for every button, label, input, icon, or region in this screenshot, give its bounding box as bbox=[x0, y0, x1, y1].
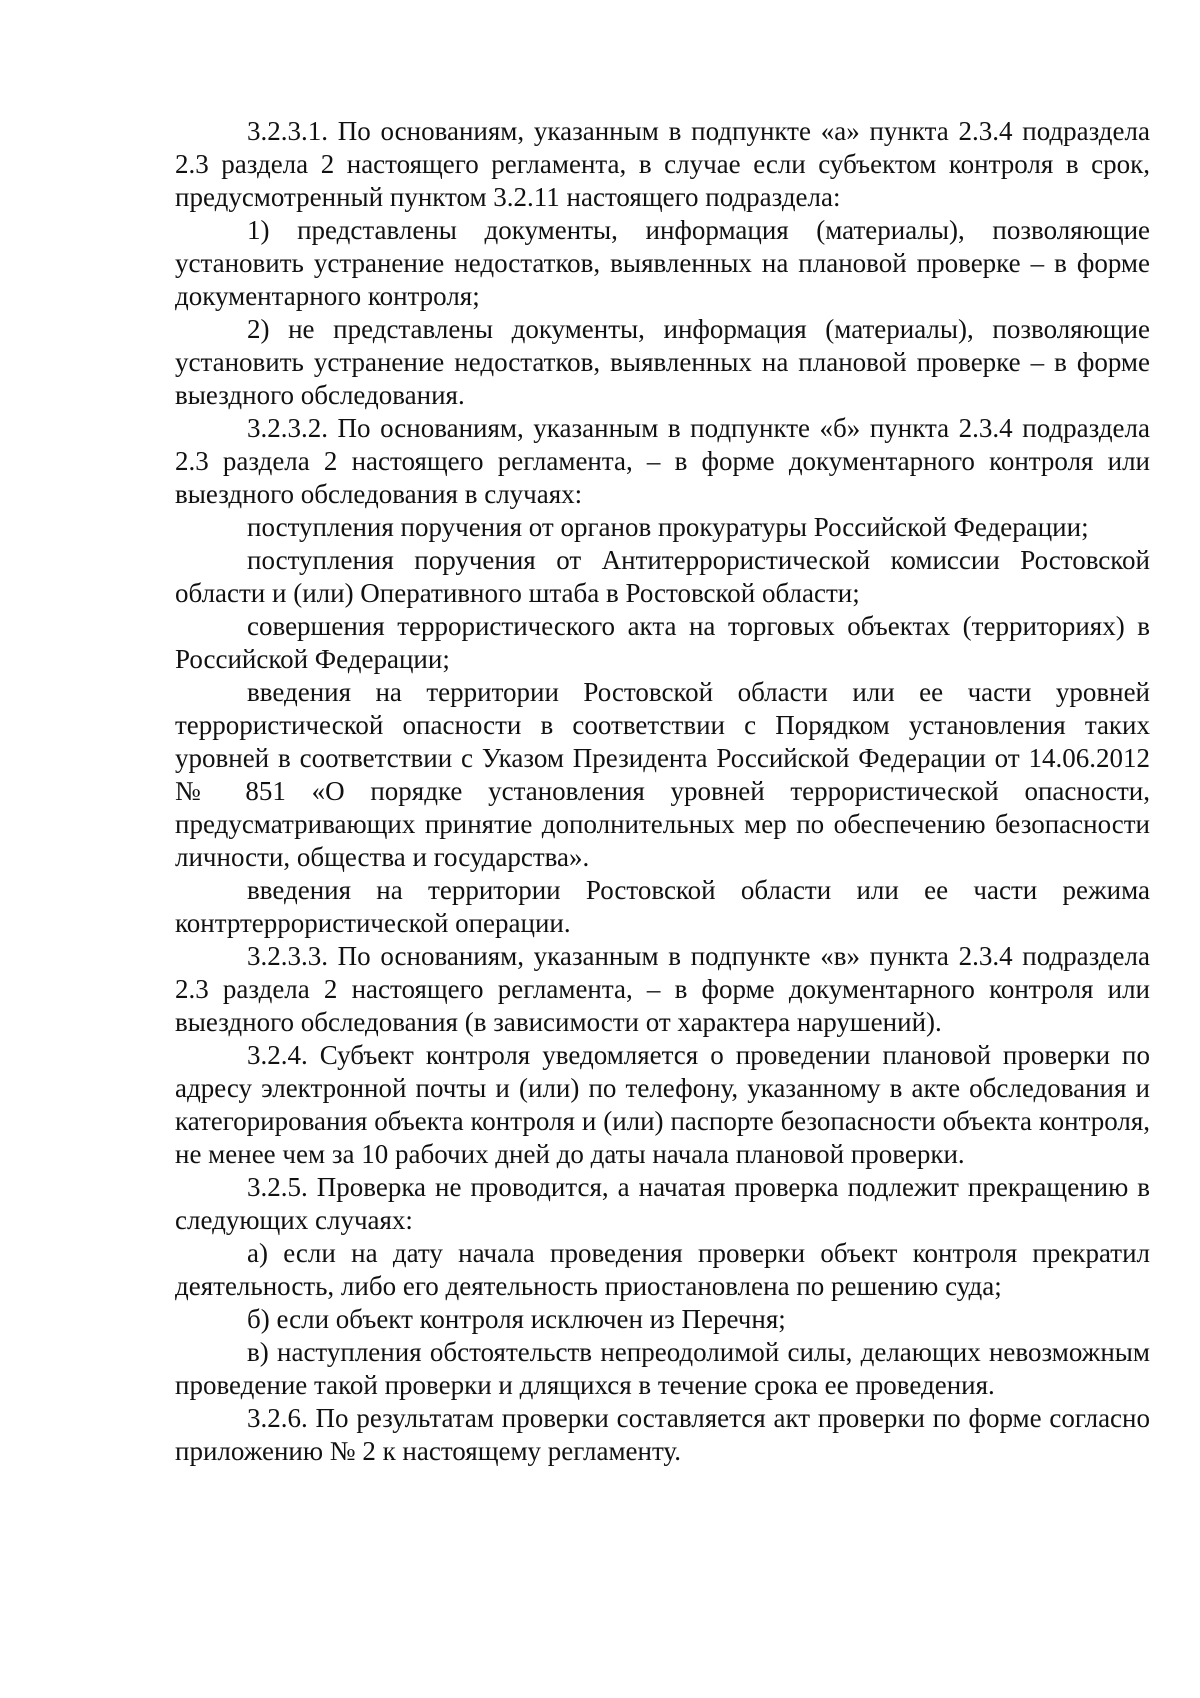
paragraph-3-2-6: 3.2.6. По результатам проверки составляется акт проверки по форме согласно приложению № 2 к настоящему регламенту. bbox=[175, 1403, 1150, 1466]
paragraph-3-2-3-3: 3.2.3.3. По основаниям, указанным в подпункте «в» пункта 2.3.4 подраздела 2.3 раздела 2 настоящего регламента, – в форме документарного контроля или выездного обследования (в зависимости от характера нарушений). bbox=[175, 941, 1150, 1037]
case-terrorist-act: совершения террористического акта на торговых объектах (территориях) в Российской Федерации; bbox=[175, 611, 1150, 674]
case-a: а) если на дату начала проведения проверки объект контроля прекратил деятельность, либо его деятельность приостановлена по решению суда; bbox=[175, 1238, 1150, 1301]
paragraph-3-2-4: 3.2.4. Субъект контроля уведомляется о проведении плановой проверки по адресу электронной почты и (или) по телефону, указанному в акте обследования и категорирования объекта контроля и (или) паспорте безопасности объекта контроля, не менее чем за 10 рабочих дней до даты начала плановой проверки. bbox=[175, 1040, 1150, 1169]
paragraph-3-2-3-2: 3.2.3.2. По основаниям, указанным в подпункте «б» пункта 2.3.4 подраздела 2.3 раздела 2 настоящего регламента, – в форме документарного контроля или выездного обследования в случаях: bbox=[175, 413, 1150, 509]
list-item-1: 1) представлены документы, информация (материалы), позволяющие установить устранение недостатков, выявленных на плановой проверке – в форме документарного контроля; bbox=[175, 215, 1150, 311]
case-antiterror-commission: поступления поручения от Антитеррористической комиссии Ростовской области и (или) Оперативного штаба в Ростовской области; bbox=[175, 545, 1150, 608]
paragraph-3-2-5: 3.2.5. Проверка не проводится, а начатая проверка подлежит прекращению в следующих случаях: bbox=[175, 1172, 1150, 1235]
case-cto-regime: введения на территории Ростовской области или ее части режима контртеррористической операции. bbox=[175, 875, 1150, 938]
document-page bbox=[175, 115, 1150, 1468]
case-b: б) если объект контроля исключен из Перечня; bbox=[247, 1304, 786, 1334]
case-v: в) наступления обстоятельств непреодолимой силы, делающих невозможным проведение такой проверки и длящихся в течение срока ее проведения. bbox=[175, 1337, 1150, 1400]
case-prosecutor: поступления поручения от органов прокуратуры Российской Федерации; bbox=[247, 512, 1089, 542]
paragraph-3-2-3-1: 3.2.3.1. По основаниям, указанным в подпункте «а» пункта 2.3.4 подраздела 2.3 раздела 2 настоящего регламента, в случае если субъектом контроля в срок, предусмотренный пунктом 3.2.11 настоящего подраздела: bbox=[175, 116, 1150, 212]
case-threat-levels: введения на территории Ростовской области или ее части уровней террористической опасности в соответствии с Порядком установления таких уровней в соответствии с Указом Президента Российской Федерации от 14.06.2012 № 851 «О порядке установления уровней террористической опасности, предусматривающих принятие дополнительных мер по обеспечению безопасности личности, общества и государства». bbox=[175, 677, 1150, 872]
list-item-2: 2) не представлены документы, информация (материалы), позволяющие установить устранение недостатков, выявленных на плановой проверке – в форме выездного обследования. bbox=[175, 314, 1150, 410]
